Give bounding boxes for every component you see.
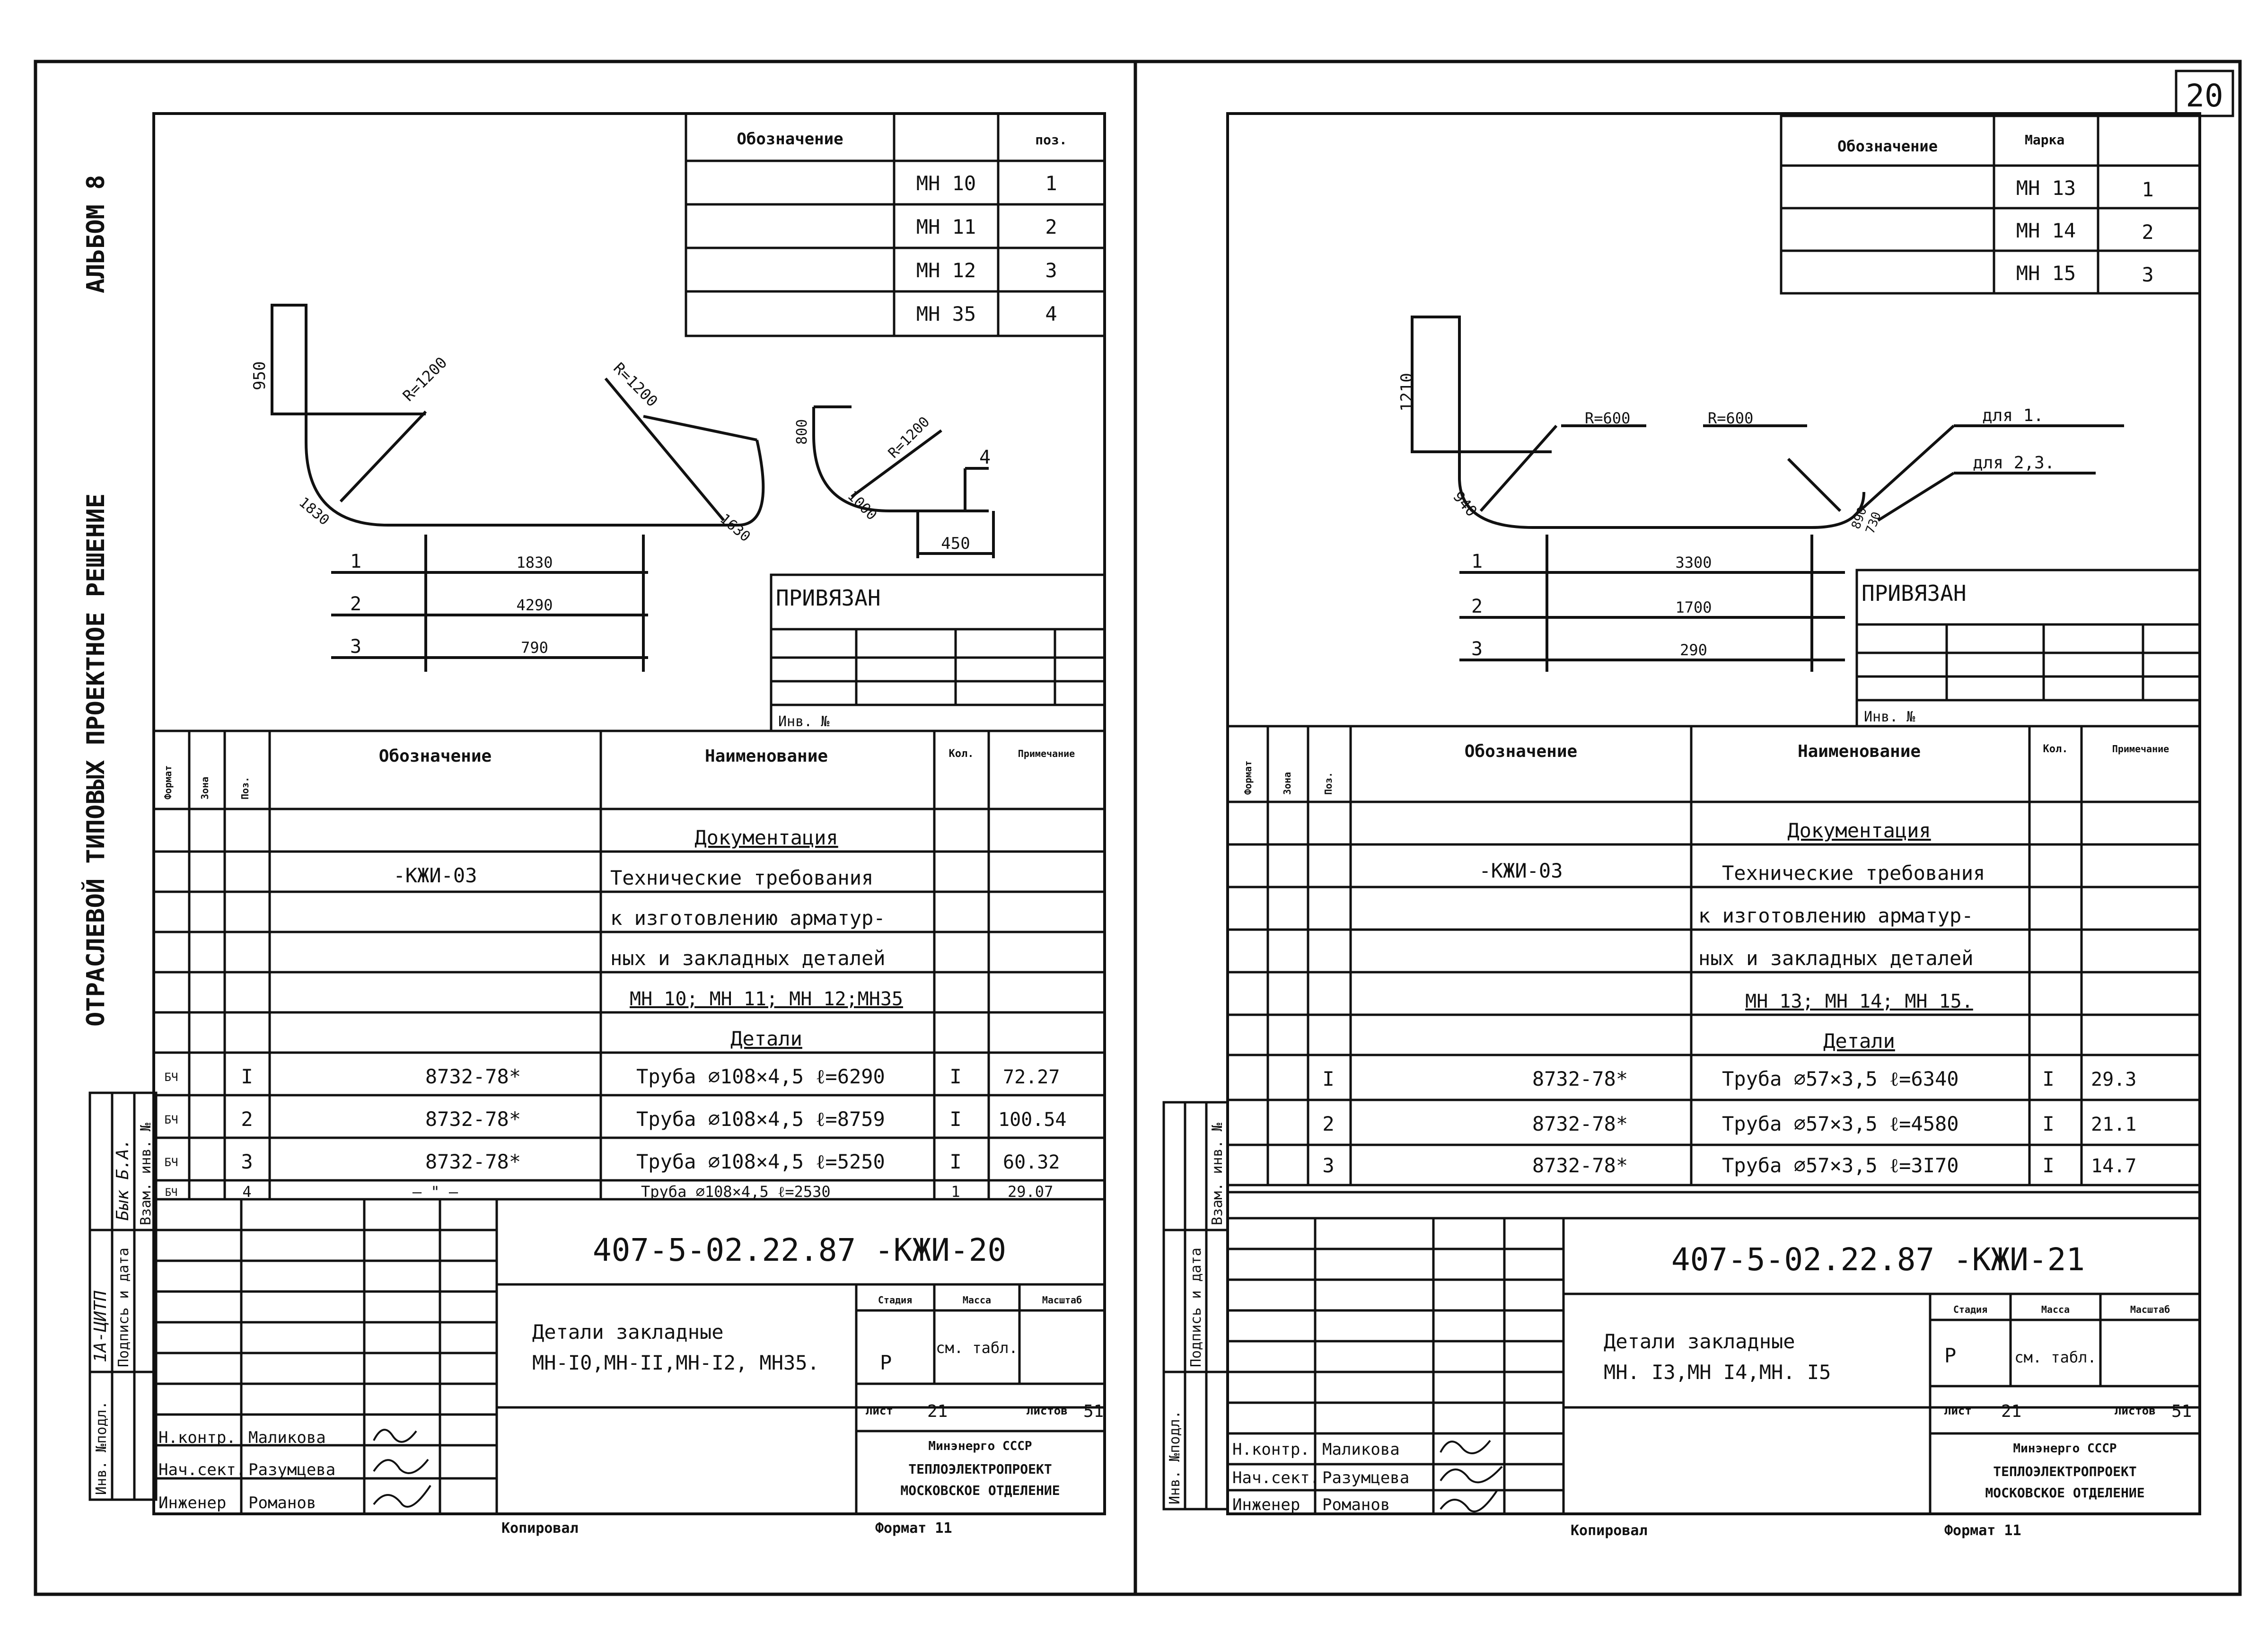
right-row2-pos: 2 bbox=[1322, 1112, 1335, 1135]
stamp-val-2: Бык Б.А. bbox=[113, 1138, 132, 1221]
left-row1-qty: I bbox=[949, 1065, 962, 1088]
left-row4-pos: 4 bbox=[242, 1183, 252, 1201]
left-org-2: ТЕПЛОЭЛЕКТРОПРОЕКТ bbox=[908, 1461, 1052, 1477]
solution-label: ОТРАСЛЕВОЙ ТИПОВЫХ ПРОЕКТНОЕ РЕШЕНИЕ bbox=[82, 493, 110, 1027]
left-sheet-label: Лист bbox=[866, 1404, 893, 1417]
for-1: для 1. bbox=[1982, 406, 2044, 425]
left-marks-head-0: Обозначение bbox=[737, 130, 843, 149]
right-mark-3-pos: 3 bbox=[2142, 263, 2154, 286]
right-row3-name: Труба ∅57×3,5 ℓ=3I70 bbox=[1722, 1154, 1959, 1177]
left-row1-name: Труба ∅108×4,5 ℓ=6290 bbox=[636, 1065, 885, 1088]
left-row-1-pos: 1 bbox=[350, 551, 362, 572]
right-row1-note: 29.3 bbox=[2091, 1069, 2137, 1090]
right-row-1-len: 3300 bbox=[1675, 554, 1712, 571]
right-sheets-no: 51 bbox=[2171, 1402, 2192, 1421]
left-doc-code: 407-5-02.22.87 -КЖИ-20 bbox=[592, 1232, 1007, 1268]
right-spec-h-note: Примечание bbox=[2112, 743, 2169, 755]
right-mark-1: МН 13 bbox=[2016, 176, 2076, 200]
right-org-2: ТЕПЛОЭЛЕКТРОПРОЕКТ bbox=[1993, 1464, 2137, 1479]
left-spec-doc: Документация bbox=[694, 826, 838, 849]
right-spec-h-zone: Зона bbox=[1282, 772, 1293, 795]
album-label: АЛЬБОМ 8 bbox=[82, 175, 110, 293]
left-row3-code: 8732-78* bbox=[425, 1150, 521, 1173]
left-spec-h-note: Примечание bbox=[1018, 748, 1075, 759]
left-row3-format: БЧ bbox=[164, 1156, 178, 1169]
stamp-col-2: Подпись и дата bbox=[115, 1248, 132, 1367]
left-person-2: Разумцева bbox=[248, 1460, 336, 1479]
right-org-3: МОСКОВСКОЕ ОТДЕЛЕНИЕ bbox=[1985, 1485, 2145, 1501]
left-row2-pos: 2 bbox=[241, 1107, 253, 1131]
left-mark-2-pos: 2 bbox=[1045, 215, 1057, 238]
left-spec-req-2: к изготовлению арматур- bbox=[610, 906, 886, 930]
left-row2-qty: I bbox=[949, 1107, 962, 1131]
left-mark-4-pos: 4 bbox=[1045, 302, 1057, 325]
right-row3-code: 8732-78* bbox=[1532, 1154, 1628, 1177]
left-stage: Р bbox=[880, 1351, 892, 1374]
left-row3-qty: I bbox=[949, 1150, 962, 1173]
right-mark-2: МН 14 bbox=[2016, 219, 2076, 242]
right-spec-req-3: ных и закладных деталей bbox=[1698, 947, 1974, 970]
right-row-3-pos: 3 bbox=[1471, 638, 1483, 660]
dim-1630: 1630 bbox=[716, 510, 754, 545]
right-doc-name-2: МН. I3,МН I4,МН. I5 bbox=[1604, 1361, 1831, 1384]
right-row1-qty: I bbox=[2042, 1067, 2055, 1090]
left-copied: Копировал bbox=[501, 1520, 579, 1537]
right-row3-pos: 3 bbox=[1322, 1154, 1335, 1177]
right-row1-pos: I bbox=[1322, 1067, 1335, 1090]
left-role-1: Н.контр. bbox=[158, 1428, 236, 1447]
left-spec-h-zone: Зона bbox=[199, 776, 211, 800]
right-person-3: Романов bbox=[1322, 1495, 1390, 1514]
right-row1-name: Труба ∅57×3,5 ℓ=6340 bbox=[1722, 1067, 1959, 1090]
right-row2-qty: I bbox=[2042, 1112, 2055, 1135]
right-spec-h-name: Наименование bbox=[1797, 742, 1921, 761]
left-scale-h: Масштаб bbox=[1042, 1294, 1082, 1306]
radius-a: R=1200 bbox=[399, 353, 451, 405]
right-role-3: Инженер bbox=[1232, 1495, 1300, 1514]
dim-450: 450 bbox=[941, 534, 970, 553]
left-mass-h: Масса bbox=[962, 1294, 992, 1306]
dim-800: 800 bbox=[794, 419, 810, 445]
right-scale-h: Масштаб bbox=[2130, 1304, 2170, 1315]
right-spec-req-2: к изготовлению арматур- bbox=[1698, 904, 1974, 927]
dim-1830: 1830 bbox=[295, 494, 333, 529]
left-row-2-len: 4290 bbox=[516, 596, 553, 614]
right-sheet-label: Лист bbox=[1944, 1404, 1972, 1417]
right-row-3-len: 290 bbox=[1680, 641, 1707, 659]
right-row3-qty: I bbox=[2042, 1154, 2055, 1177]
left-row-2-pos: 2 bbox=[350, 593, 362, 615]
left-role-3: Инженер bbox=[158, 1494, 227, 1512]
left-row3-pos: 3 bbox=[241, 1150, 253, 1173]
right-org-1: Минэнерго СССР bbox=[2013, 1441, 2117, 1456]
left-spec-req-4: МН 10; МН 11; МН 12;МН35 bbox=[630, 988, 903, 1010]
left-doc-name-1: Детали закладные bbox=[532, 1320, 724, 1344]
left-stage-h: Стадия bbox=[878, 1294, 913, 1306]
left-row1-format: БЧ bbox=[164, 1071, 178, 1084]
right-sheet-no: 21 bbox=[2001, 1402, 2022, 1421]
dim-1000: 1000 bbox=[844, 487, 880, 524]
left-row1-pos: I bbox=[241, 1065, 253, 1088]
left-spec-req-1: Технические требования bbox=[610, 866, 874, 889]
stamp-col-3: Взам. инв. № bbox=[138, 1123, 154, 1225]
right-marks-head-0: Обозначение bbox=[1837, 137, 1938, 155]
page-number: 20 bbox=[2186, 78, 2223, 114]
left-mark-4: МН 35 bbox=[916, 302, 976, 325]
right-role-1: Н.контр. bbox=[1232, 1440, 1310, 1459]
right-mark-2-pos: 2 bbox=[2142, 220, 2154, 244]
left-format: Формат 11 bbox=[875, 1520, 952, 1537]
left-row-1-len: 1830 bbox=[516, 554, 553, 571]
right-row2-note: 21.1 bbox=[2091, 1114, 2137, 1135]
right-marks-head-1: Марка bbox=[2025, 132, 2065, 148]
right-row-1-pos: 1 bbox=[1471, 551, 1483, 572]
left-row4-code: – " – bbox=[412, 1183, 458, 1201]
right-spec-h-format: Формат bbox=[1242, 760, 1254, 795]
left-spec-h-name: Наименование bbox=[704, 747, 828, 766]
right-row1-code: 8732-78* bbox=[1532, 1067, 1628, 1090]
right-spec-details: Детали bbox=[1823, 1029, 1895, 1053]
radius-right-a: R=600 bbox=[1585, 409, 1631, 427]
right-stamp-col-1: Инв. №подл. bbox=[1167, 1410, 1183, 1504]
right-privyazan: ПРИВЯЗАН bbox=[1862, 580, 1967, 606]
right-spec-doc: Документация bbox=[1787, 819, 1931, 842]
left-person-3: Романов bbox=[248, 1494, 316, 1512]
for-2-3: для 2,3. bbox=[1973, 453, 2055, 473]
left-mark-3: МН 12 bbox=[916, 259, 976, 282]
stamp-col-1: Инв. №подл. bbox=[93, 1401, 110, 1495]
right-spec-h-qty: Кол. bbox=[2043, 743, 2068, 755]
left-row4-qty: 1 bbox=[951, 1183, 960, 1201]
stamp-val-1: 1А-ЦИТП bbox=[91, 1291, 110, 1362]
left-mark-3-pos: 3 bbox=[1045, 259, 1057, 282]
right-row-2-len: 1700 bbox=[1675, 598, 1712, 616]
dim-1210: 1210 bbox=[1397, 373, 1416, 412]
left-marks-head-2: поз. bbox=[1035, 132, 1067, 148]
left-row-3-len: 790 bbox=[521, 639, 548, 657]
pos-4: 4 bbox=[979, 447, 991, 468]
left-row2-code: 8732-78* bbox=[425, 1107, 521, 1131]
right-row2-name: Труба ∅57×3,5 ℓ=4580 bbox=[1722, 1112, 1959, 1135]
right-role-2: Нач.сект. bbox=[1232, 1468, 1320, 1487]
left-row2-note: 100.54 bbox=[998, 1109, 1067, 1131]
right-row-2-pos: 2 bbox=[1471, 596, 1483, 617]
left-spec-h-qty: Кол. bbox=[949, 748, 974, 760]
left-sheets-label: Листов bbox=[1027, 1404, 1068, 1417]
left-spec-h-code: Обозначение bbox=[378, 747, 492, 766]
left-privyazan: ПРИВЯЗАН bbox=[776, 585, 881, 611]
dim-730: 730 bbox=[1863, 510, 1884, 536]
right-person-1: Маликова bbox=[1322, 1440, 1400, 1459]
left-spec-details: Детали bbox=[730, 1027, 802, 1050]
left-row-3-pos: 3 bbox=[350, 636, 362, 658]
radius-c: R=1200 bbox=[885, 413, 933, 462]
right-mass: см. табл. bbox=[2014, 1348, 2097, 1366]
right-spec-h-pos: Поз. bbox=[1323, 772, 1334, 795]
left-inv-no: Инв. № bbox=[778, 713, 830, 730]
right-spec-h-code: Обозначение bbox=[1464, 742, 1578, 761]
left-mark-2: МН 11 bbox=[916, 215, 976, 238]
right-inv-no: Инв. № bbox=[1864, 709, 1915, 725]
right-mark-1-pos: 1 bbox=[2142, 178, 2154, 201]
left-doc-name-2: МН-I0,МН-II,МН-I2, МН35. bbox=[532, 1351, 819, 1374]
left-sheets-no: 51 bbox=[1083, 1402, 1104, 1421]
right-row2-code: 8732-78* bbox=[1532, 1112, 1628, 1135]
left-org-3: МОСКОВСКОЕ ОТДЕЛЕНИЕ bbox=[900, 1483, 1060, 1498]
left-row4-note: 29.07 bbox=[1008, 1183, 1054, 1201]
left-sheet-no: 21 bbox=[927, 1402, 948, 1421]
radius-b: R=1200 bbox=[610, 359, 661, 411]
right-row3-note: 14.7 bbox=[2091, 1155, 2137, 1177]
right-doc-code: 407-5-02.22.87 -КЖИ-21 bbox=[1671, 1241, 2085, 1278]
right-mass-h: Масса bbox=[2041, 1304, 2070, 1315]
left-row4-format: БЧ bbox=[165, 1187, 178, 1199]
left-person-1: Маликова bbox=[248, 1428, 326, 1447]
left-mark-1: МН 10 bbox=[916, 172, 976, 195]
left-spec-h-format: Формат bbox=[162, 765, 174, 800]
right-spec-req-1: Технические требования bbox=[1722, 861, 1985, 885]
dim-890: 890 bbox=[1849, 505, 1870, 531]
right-stage-h: Стадия bbox=[1953, 1304, 1988, 1315]
right-stamp-col-2: Подпись и дата bbox=[1188, 1248, 1204, 1367]
right-sheets-label: Листов bbox=[2115, 1404, 2156, 1417]
left-org-1: Минэнерго СССР bbox=[928, 1439, 1032, 1453]
left-spec-h-pos: Поз. bbox=[239, 776, 251, 800]
radius-right-b: R=600 bbox=[1708, 409, 1754, 427]
left-mass: см. табл. bbox=[936, 1339, 1018, 1357]
right-stamp-col-3: Взам. инв. № bbox=[1209, 1123, 1226, 1225]
right-copied: Копировал bbox=[1571, 1522, 1648, 1539]
left-row2-name: Труба ∅108×4,5 ℓ=8759 bbox=[636, 1107, 885, 1131]
left-spec-req-3: ных и закладных деталей bbox=[610, 947, 886, 970]
right-format: Формат 11 bbox=[1944, 1522, 2021, 1539]
left-row3-note: 60.32 bbox=[1003, 1151, 1060, 1173]
right-stage: Р bbox=[1944, 1344, 1957, 1367]
left-row3-name: Труба ∅108×4,5 ℓ=5250 bbox=[636, 1150, 885, 1173]
left-spec-kzhi03: -КЖИ-03 bbox=[393, 864, 477, 887]
dim-950: 950 bbox=[250, 361, 269, 390]
left-row1-code: 8732-78* bbox=[425, 1065, 521, 1088]
dim-940: 940 bbox=[1449, 487, 1481, 520]
right-spec-req-4: МН 13; МН 14; МН 15. bbox=[1745, 991, 1973, 1012]
right-spec-kzhi03: -КЖИ-03 bbox=[1479, 859, 1563, 882]
left-mark-1-pos: 1 bbox=[1045, 172, 1057, 195]
left-row4-name: Труба ∅108×4,5 ℓ=2530 bbox=[641, 1183, 831, 1201]
left-row1-note: 72.27 bbox=[1003, 1066, 1060, 1088]
right-person-2: Разумцева bbox=[1322, 1468, 1410, 1487]
right-doc-name-1: Детали закладные bbox=[1604, 1330, 1795, 1353]
left-role-2: Нач.сект. bbox=[158, 1460, 246, 1479]
left-row2-format: БЧ bbox=[164, 1113, 178, 1126]
right-mark-3: МН 15 bbox=[2016, 262, 2076, 285]
